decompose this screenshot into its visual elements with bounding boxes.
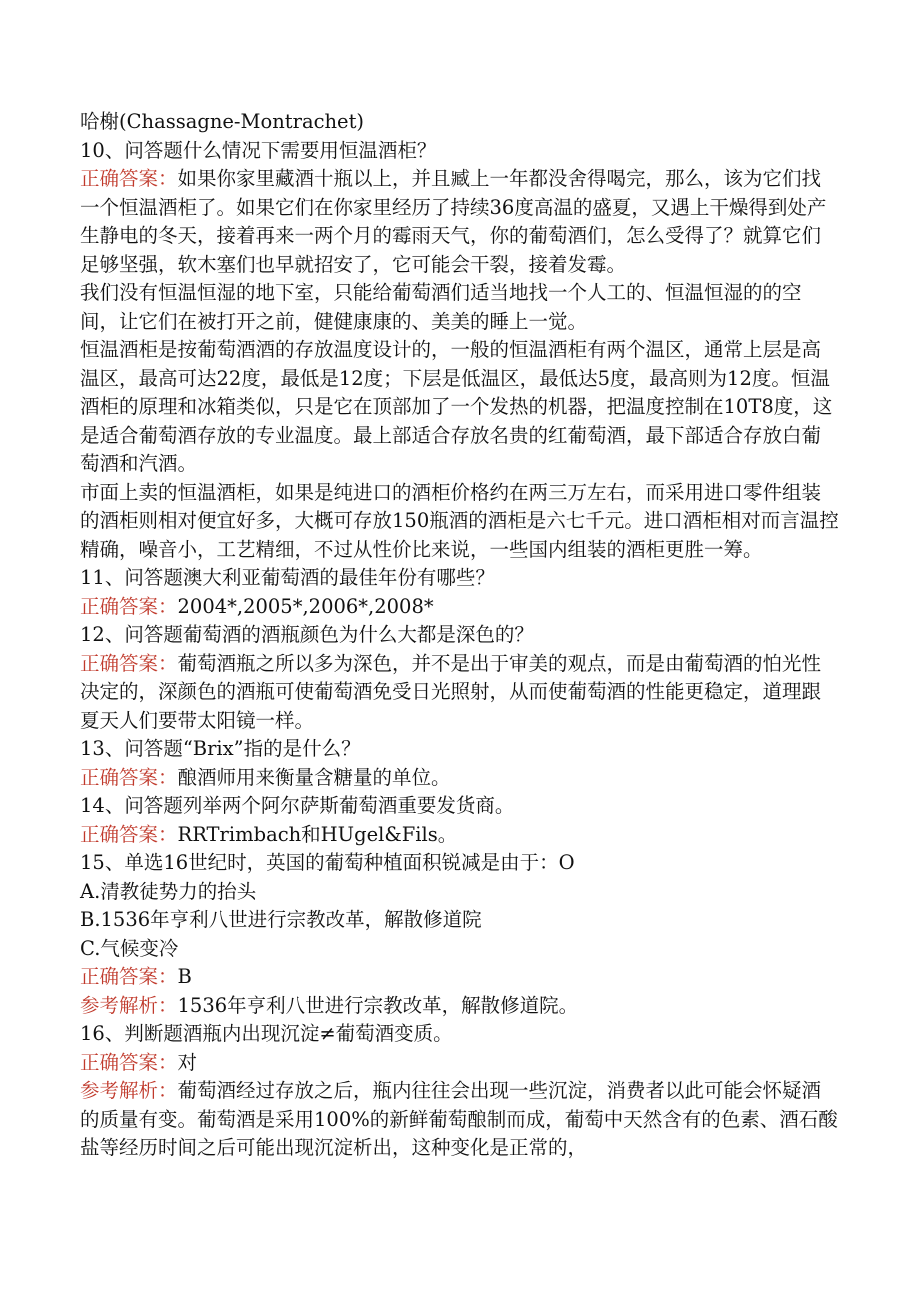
line-text: 11、问答题澳大利亚葡萄酒的最佳年份有哪些？ [80, 566, 495, 589]
body-paragraph [80, 479, 840, 565]
answer-label: 正确答案： [80, 594, 178, 618]
line-text: 我们没有恒温恒湿的地下室，只能给葡萄酒们适当地找一个人工的、恒温恒湿的的空间，让它们在被打开之前，健健康康的、美美的睡上一觉。 [80, 281, 802, 333]
answer-label: 正确答案： [80, 167, 178, 190]
question-heading [80, 564, 840, 593]
document-body [80, 108, 840, 1163]
line-text: 葡萄酒经过存放之后，瓶内往往会出现一些沉淀，消费者以此可能会怀疑酒的质量有变。葡萄酒是采用100%的新鲜葡萄酿制而成，葡萄中天然含有的色素、酒石酸盐等经历时间之后可能出现沉淀析出，这种变化是正常的， [80, 1079, 838, 1159]
line-text: 12、问答题葡萄酒的酒瓶颜色为什么大都是深色的？ [80, 623, 534, 646]
line-text: 葡萄酒瓶之所以多为深色，并不是出于审美的观点，而是由葡萄酒的怕光性决定的，深颜色的酒瓶可使葡萄酒免受日光照射，从而使葡萄酒的性能更稳定，道理跟夏天人们要带太阳镜一样。 [80, 651, 822, 732]
explanation-paragraph [80, 992, 840, 1021]
line-text: 14、问答题列举两个阿尔萨斯葡萄酒重要发货商。 [80, 794, 515, 817]
line-text: 1536年亨利八世进行宗教改革，解散修道院。 [177, 993, 579, 1017]
option-b [80, 906, 840, 935]
answer-paragraph [80, 1049, 840, 1078]
question-heading [80, 1020, 840, 1049]
line-text: RRTrimbach和HUgel&Fils。 [177, 822, 458, 846]
explanation-paragraph [80, 1077, 840, 1163]
answer-label: 正确答案： [80, 822, 178, 846]
line-text: 酿酒师用来衡量含糖量的单位。 [177, 765, 451, 789]
line-text: 恒温酒柜是按葡萄酒酒的存放温度设计的，一般的恒温酒柜有两个温区，通常上层是高温区，最高可达22度，最低是12度；下层是低温区，最低达5度，最高则为12度。恒温酒柜的原理和冰箱类似，只是它在顶部加了一个发热的机器，把温度控制在10T8度，这是适合葡萄酒存放的专业温度。最上部适合存放名贵的红葡萄酒，最下部适合存放白葡萄酒和汽酒。 [80, 338, 833, 475]
explanation-label: 参考解析： [80, 993, 178, 1017]
answer-paragraph [80, 821, 840, 850]
answer-label: 正确答案： [80, 765, 178, 789]
question-heading [80, 137, 840, 166]
line-text: B [177, 965, 192, 988]
answer-paragraph [80, 764, 840, 793]
body-paragraph [80, 336, 840, 479]
answer-label: 正确答案： [80, 1050, 178, 1074]
answer-paragraph [80, 165, 840, 279]
option-a [80, 878, 840, 907]
line-text: 如果你家里藏酒十瓶以上，并且臧上一年都没舍得喝完，那么，该为它们找一个恒温酒柜了。如果它们在你家里经历了持续36度高温的盛夏，又遇上干燥得到处产生静电的冬天，接着再来一两个月的霉雨天气，你的葡萄酒们，怎么受得了？就算它们足够坚强，软木塞们也早就招安了，它可能会干裂，接着发霉。 [80, 167, 827, 276]
text-line [80, 108, 840, 137]
line-text: C.气候变冷 [80, 936, 179, 960]
line-text: B.1536年亨利八世进行宗教改革，解散修道院 [80, 908, 482, 931]
answer-label: 正确答案： [80, 651, 178, 675]
line-text: 13、问答题“Brix”指的是什么？ [80, 737, 361, 760]
line-text: 15、单选16世纪时，英国的葡萄种植面积锐减是由于：O [80, 851, 575, 874]
question-heading [80, 849, 840, 878]
line-text: 哈榭(Chassagne-Montrachet) [80, 110, 365, 133]
line-text: 10、问答题什么情况下需要用恒温酒柜？ [80, 138, 437, 162]
option-c [80, 935, 840, 964]
line-text: 市面上卖的恒温酒柜，如果是纯进口的酒柜价格约在两三万左右，而采用进口零件组装的酒柜则相对便宜好多，大概可存放150瓶酒的酒柜是六七千元。进口酒柜相对而言温控精确，噪音小，工艺精细，不过从性价比来说，一些国内组装的酒柜更胜一筹。 [80, 480, 839, 561]
explanation-label: 参考解析： [80, 1079, 178, 1102]
question-heading [80, 792, 840, 821]
body-paragraph [80, 279, 840, 336]
question-heading [80, 735, 840, 764]
answer-label: 正确答案： [80, 965, 178, 988]
line-text: A.清教徒势力的抬头 [80, 879, 257, 903]
answer-paragraph [80, 963, 840, 992]
line-text: 2004*,2005*,2006*,2008* [177, 594, 434, 618]
answer-paragraph [80, 650, 840, 736]
line-text: 对 [177, 1050, 198, 1074]
line-text: 16、判断题酒瓶内出现沉淀≠葡萄酒变质。 [80, 1022, 453, 1045]
question-heading [80, 621, 840, 650]
answer-paragraph [80, 593, 840, 622]
